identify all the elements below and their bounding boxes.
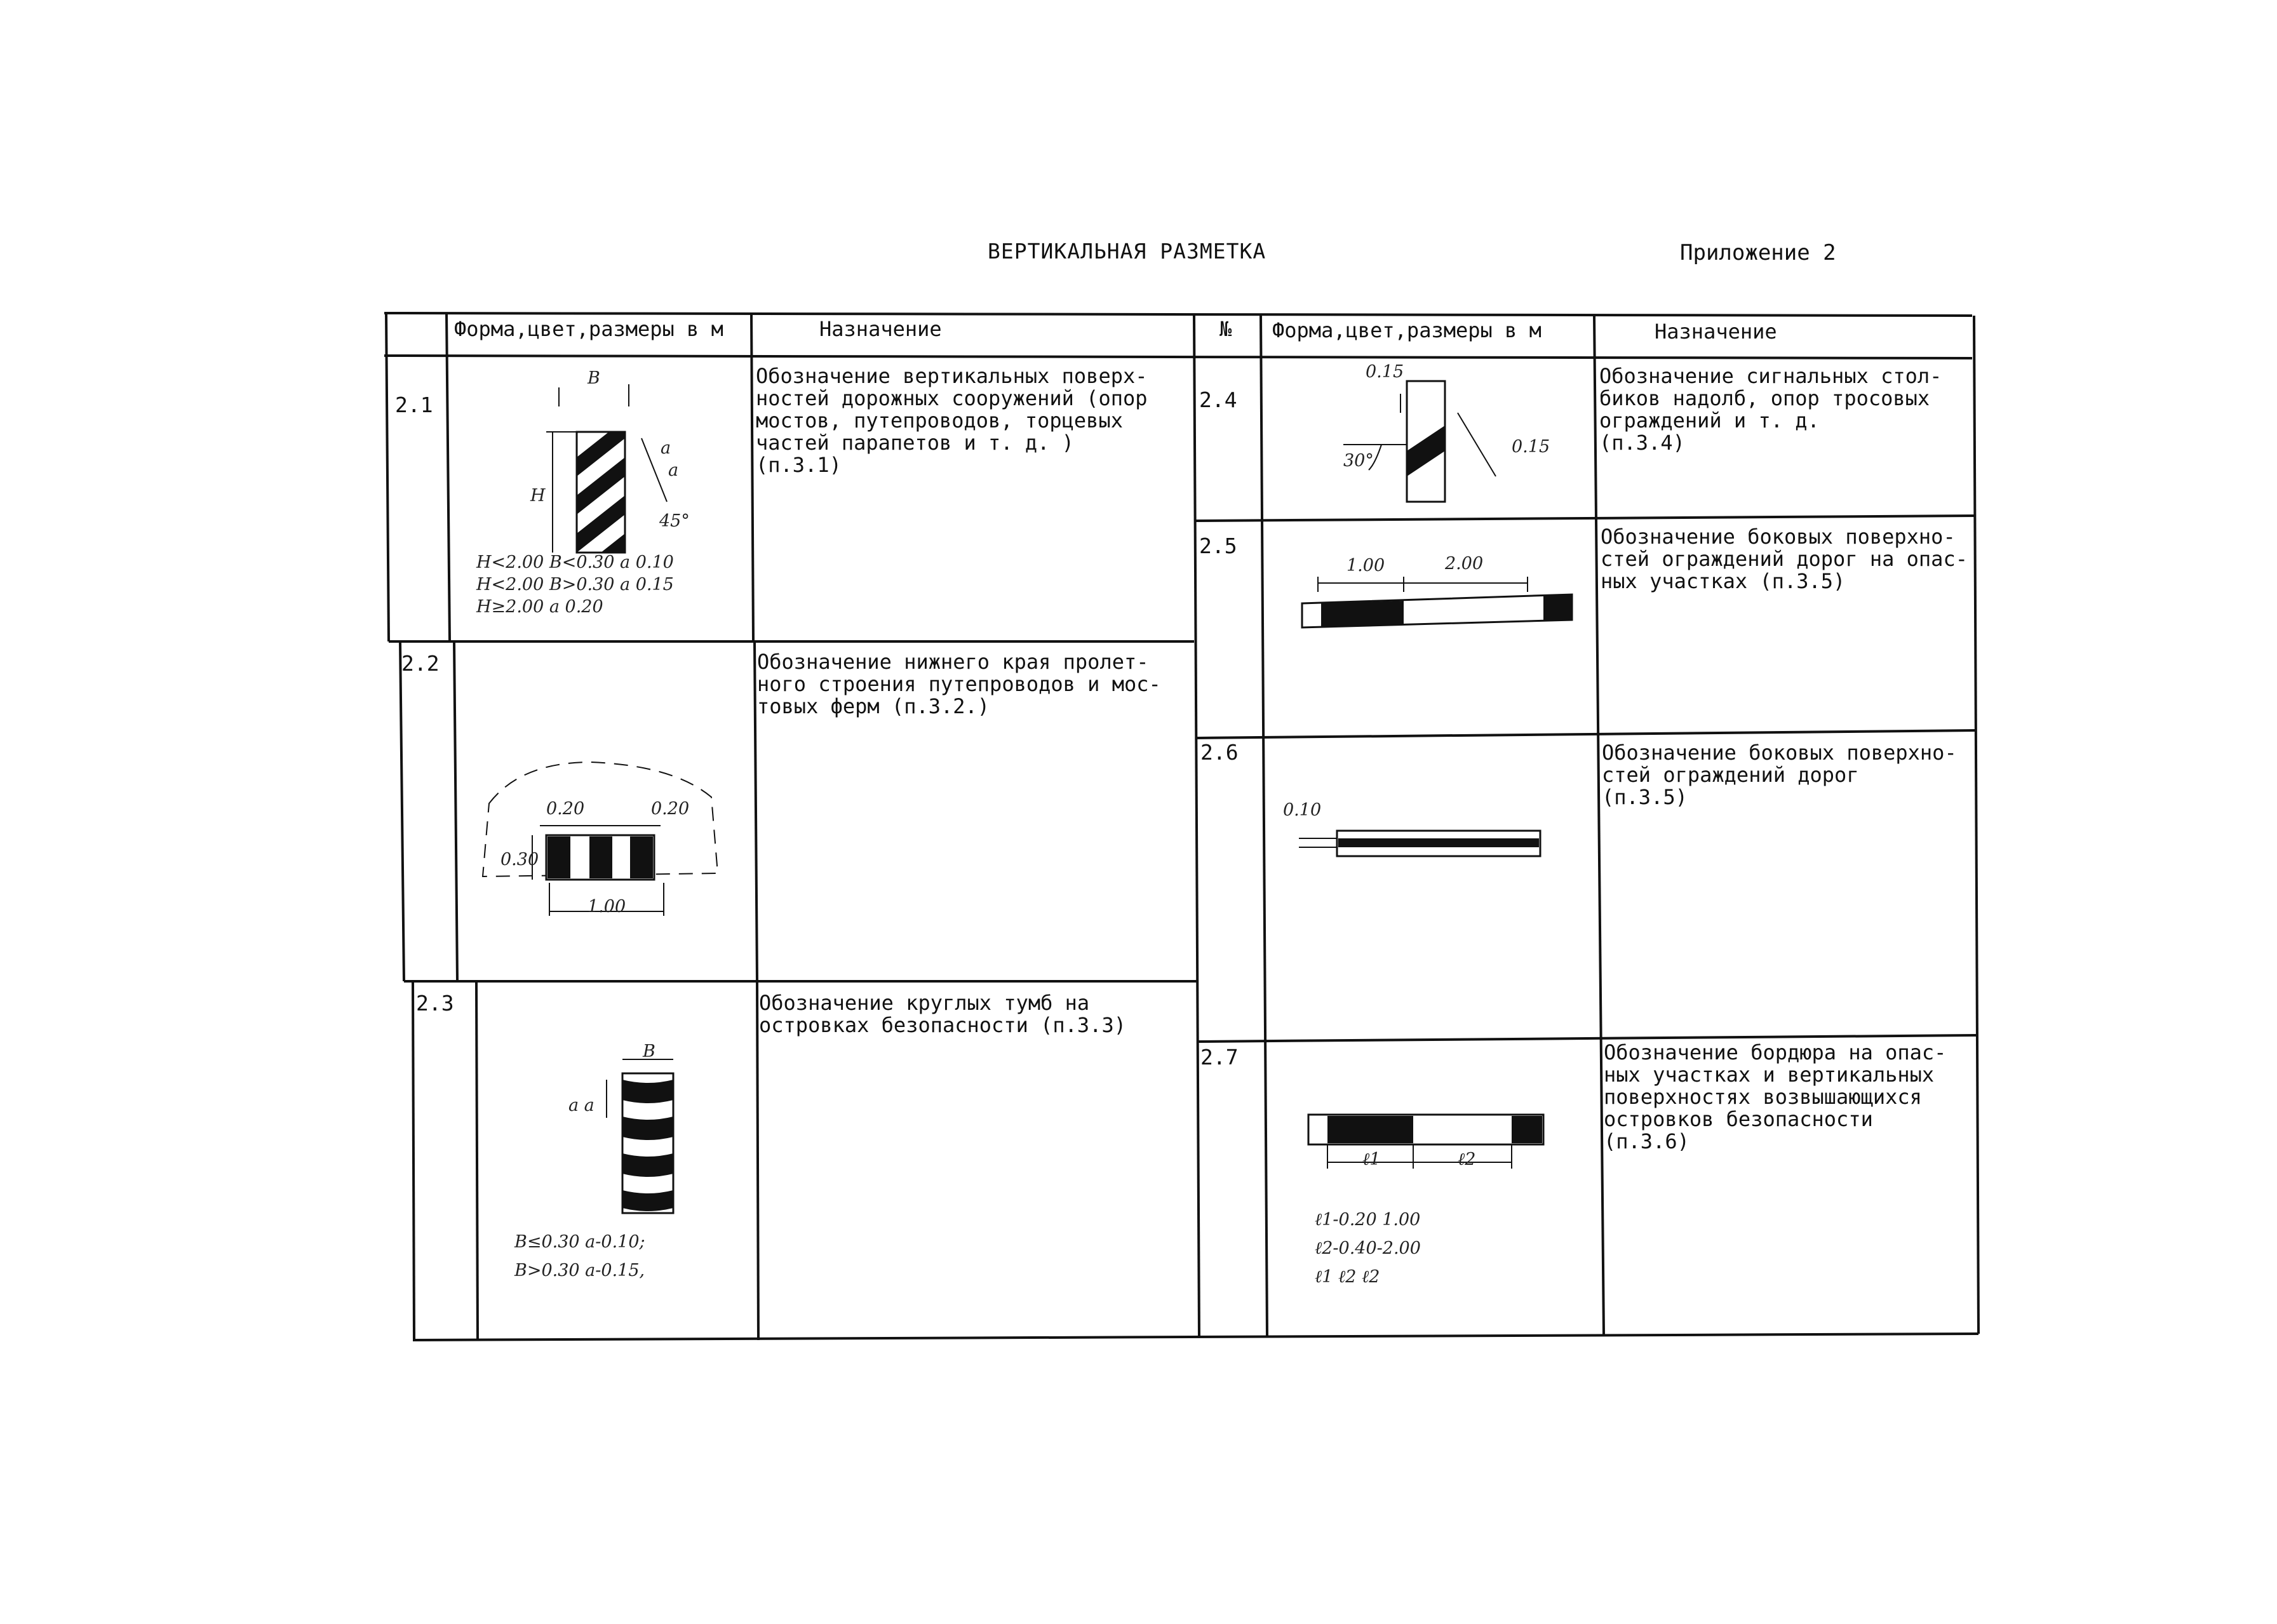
dim-w1-2-2: 0.20	[546, 799, 585, 819]
purpose-2-2: Обозначение нижнего края пролет- ного строения путепроводов и мос- товых ферм (п.3.2.)	[757, 650, 1161, 718]
spec-2-1-line3: H≥2.00 a 0.20	[476, 597, 603, 617]
dim-w2-2-5: 2.00	[1445, 554, 1484, 574]
row-number-2-5: 2.5	[1199, 534, 1237, 558]
dim-l2-2-7: ℓ2	[1458, 1150, 1476, 1169]
header-purpose-left: Назначение	[819, 317, 942, 341]
dim-total-2-2: 1.00	[588, 897, 626, 916]
spec-2-7-line2: ℓ2-0.40-2.00	[1315, 1238, 1421, 1258]
signal-post-figure	[1273, 356, 1591, 514]
spec-2-1-line1: H<2.00 B<0.30 a 0.10	[476, 553, 674, 572]
dim-b-2-1: B	[588, 368, 600, 388]
dim-w1-2-5: 1.00	[1347, 556, 1385, 575]
dim-a2-2-1: a	[668, 460, 679, 480]
purpose-2-5: Обозначение боковых поверхно- стей ограждений дорог на опас- ных участках (п.3.5)	[1601, 525, 1968, 593]
dim-h-2-1: H	[530, 486, 546, 506]
drawing-2-2	[470, 749, 749, 940]
row-number-2-1: 2.1	[395, 393, 433, 417]
purpose-2-3: Обозначение круглых тумб на островках безопасности (п.3.3)	[759, 991, 1126, 1037]
purpose-2-4: Обозначение сигнальных стол- биков надолб, опор тросовых ограждений и т. д. (п.3.4)	[1599, 364, 1942, 455]
curb-figure	[1289, 1099, 1588, 1181]
drawing-2-6	[1273, 788, 1591, 876]
header-purpose-right: Назначение	[1655, 319, 1777, 344]
barrier-rail-figure	[1273, 553, 1591, 648]
header-form-left: Форма,цвет,размеры в м	[454, 317, 723, 341]
header-form-right: Форма,цвет,размеры в м	[1272, 318, 1542, 342]
dim-a-2-3: a a	[568, 1096, 594, 1115]
appendix-label: Приложение 2	[1680, 240, 1836, 265]
dim-a1-2-1: a	[661, 438, 671, 458]
page-title: ВЕРТИКАЛЬНАЯ РАЗМЕТКА	[988, 239, 1266, 264]
row-number-2-6: 2.6	[1200, 740, 1239, 765]
dim-side-2-4: 0.15	[1512, 437, 1550, 457]
purpose-2-1: Обозначение вертикальных поверх- ностей дорожных сооружений (опор мостов, путепроводов, торцевых частей парапетов и т. д. ) (п.3.1)	[756, 364, 1148, 477]
drawing-2-7	[1289, 1099, 1588, 1308]
dim-top-2-4: 0.15	[1366, 362, 1404, 382]
spec-2-7-line1: ℓ1-0.20 1.00	[1315, 1210, 1421, 1230]
row-number-2-4: 2.4	[1199, 387, 1237, 412]
row-number-2-2: 2.2	[401, 651, 440, 676]
striped-post-figure	[457, 368, 749, 635]
purpose-2-6: Обозначение боковых поверхно- стей ограждений дорог (п.3.5)	[1602, 741, 1957, 809]
row-number-2-3: 2.3	[416, 991, 454, 1016]
spec-2-3-line1: B≤0.30 a-0.10;	[514, 1232, 645, 1252]
dim-h-2-6: 0.10	[1283, 800, 1322, 820]
drawing-2-4	[1273, 356, 1591, 514]
bollard-figure	[508, 1042, 749, 1219]
drawing-2-1	[457, 368, 749, 635]
dim-h-2-2: 0.30	[500, 850, 539, 869]
drawing-2-5	[1273, 553, 1591, 648]
spec-2-1-line2: H<2.00 B>0.30 a 0.15	[476, 575, 674, 594]
dim-angle-2-4: 30°	[1343, 451, 1374, 471]
purpose-2-7: Обозначение бордюра на опас- ных участках и вертикальных поверхностях возвышающихся островков безопасности (п.3.6)	[1604, 1040, 1947, 1153]
dim-b-2-3: B	[643, 1042, 655, 1061]
spec-2-3-line2: B>0.30 a-0.15,	[514, 1261, 645, 1280]
dim-w2-2-2: 0.20	[651, 799, 690, 819]
header-no-right: №	[1219, 317, 1232, 341]
drawing-2-3	[508, 1042, 749, 1302]
dim-l1-2-7: ℓ1	[1362, 1150, 1381, 1169]
spec-2-7-line3: ℓ1 ℓ2 ℓ2	[1315, 1267, 1380, 1287]
dim-angle-2-1: 45°	[659, 511, 690, 531]
row-number-2-7: 2.7	[1200, 1045, 1239, 1070]
